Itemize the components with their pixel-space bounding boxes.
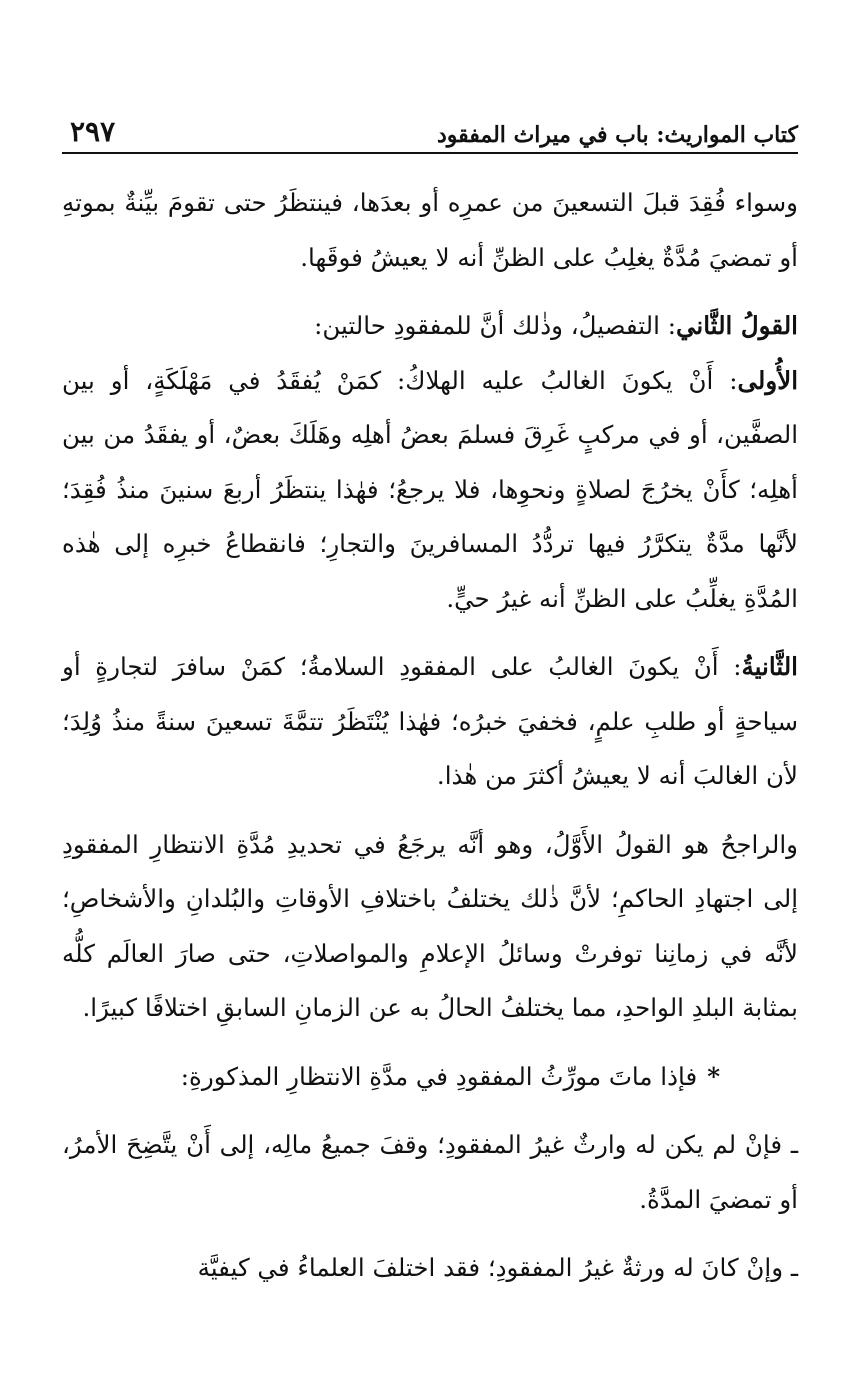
paragraph-heading: الثَّانيةُ: [741, 652, 798, 681]
paragraph-text: ـ وإنْ كانَ له ورثةٌ غيرُ المفقودِ؛ فقد اختلفَ العلماءُ في كيفيَّة: [197, 1253, 798, 1282]
paragraph-text: : أَنْ يكونَ الغالبُ عليه الهلاكُ: كمَنْ يُفقَدُ في مَهْلَكَةٍ، أو بين الصفَّين، أو في مركبٍ غَرِقَ فسلمَ بعضُ أهلِه وهَلَكَ بعضٌ، أو يفقَدُ من بين أهلِه؛ كأَنْ يخرُجَ لصلاةٍ ونحوِها، فلا يرجعُ؛ فهٰذا ينتظَرُ أربعَ سنينَ منذُ فُقِدَ؛ لأنَّها مدَّةٌ يتكرَّرُ فيها تردُّدُ المسافرينَ والتجارِ؛ فانقطاعُ خبرِه إلى هٰذه المُدَّةِ يغلِّبُ على الظنِّ أنه غيرُ حيٍّ.: [62, 365, 798, 613]
paragraph-1: [62, 176, 798, 285]
paragraph-4: [62, 640, 798, 804]
paragraph-text: والراجحُ هو القولُ الأَوَّلُ، وهو أنَّه يرجَعُ في تحديدِ مُدَّةِ الانتظارِ المفقودِ إلى اجتهادِ الحاكمِ؛ لأنَّ ذٰلك يختلفُ باختلافِ الأوقاتِ والبُلدانِ والأشخاصِ؛ لأنَّه في زمانِنا توفرتْ وسائلُ الإعلامِ والمواصلاتِ، حتى صارَ العالَم كلُّه بمثابة البلدِ الواحدِ، مما يختلفُ الحالُ به عن الزمانِ السابقِ اختلافًا كبيرًا.: [62, 829, 798, 1022]
page-number: ٢٩٧: [70, 115, 116, 148]
page-header: [62, 112, 798, 154]
body-text: [62, 176, 798, 1296]
paragraph-7: [62, 1118, 798, 1227]
paragraph-text: ـ فإنْ لم يكن له وارثٌ غيرُ المفقودِ؛ وقفَ جميعُ مالِه، إلى أَنْ يتَّضِحَ الأمرُ، أو تمضيَ المدَّةُ.: [62, 1130, 798, 1214]
running-head: كتاب المواريث: باب في ميراث المفقود: [436, 122, 798, 148]
paragraph-text: فإذا ماتَ مورِّثُ المفقودِ في مدَّةِ الانتظارِ المذكورةِ:: [180, 1061, 698, 1091]
paragraph-text: : التفصيلُ، وذٰلك أنَّ للمفقودِ حالتين:: [314, 311, 676, 340]
paragraph-3: [62, 354, 798, 627]
paragraph-6: [62, 1050, 798, 1105]
asterisk-marker: *: [707, 1061, 720, 1091]
paragraph-text: وسواء فُقِدَ قبلَ التسعينَ من عمرِه أو بعدَها، فينتظَرُ حتى تقومَ بيِّنةٌ بموتهِ أو تمضيَ مُدَّةٌ يغلِبُ على الظنِّ أنه لا يعيشُ فوقَها.: [62, 188, 798, 272]
paragraph-8: [62, 1241, 798, 1296]
paragraph-2: [62, 299, 798, 354]
paragraph-heading: القولُ الثَّاني: [675, 311, 798, 340]
paragraph-5: [62, 818, 798, 1036]
paragraph-heading: الأُولى: [737, 365, 798, 395]
paragraph-text: : أَنْ يكونَ الغالبُ على المفقودِ السلامةُ؛ كمَنْ سافرَ لتجارةٍ أو سياحةٍ أو طلبِ علمٍ، فخفيَ خبرُه؛ فهٰذا يُنْتَظَرُ تتمَّةَ تسعينَ سنةً منذُ وُلِدَ؛ لأن الغالبَ أنه لا يعيشُ أكثرَ من هٰذا.: [62, 652, 798, 790]
header-rule: [62, 152, 798, 154]
